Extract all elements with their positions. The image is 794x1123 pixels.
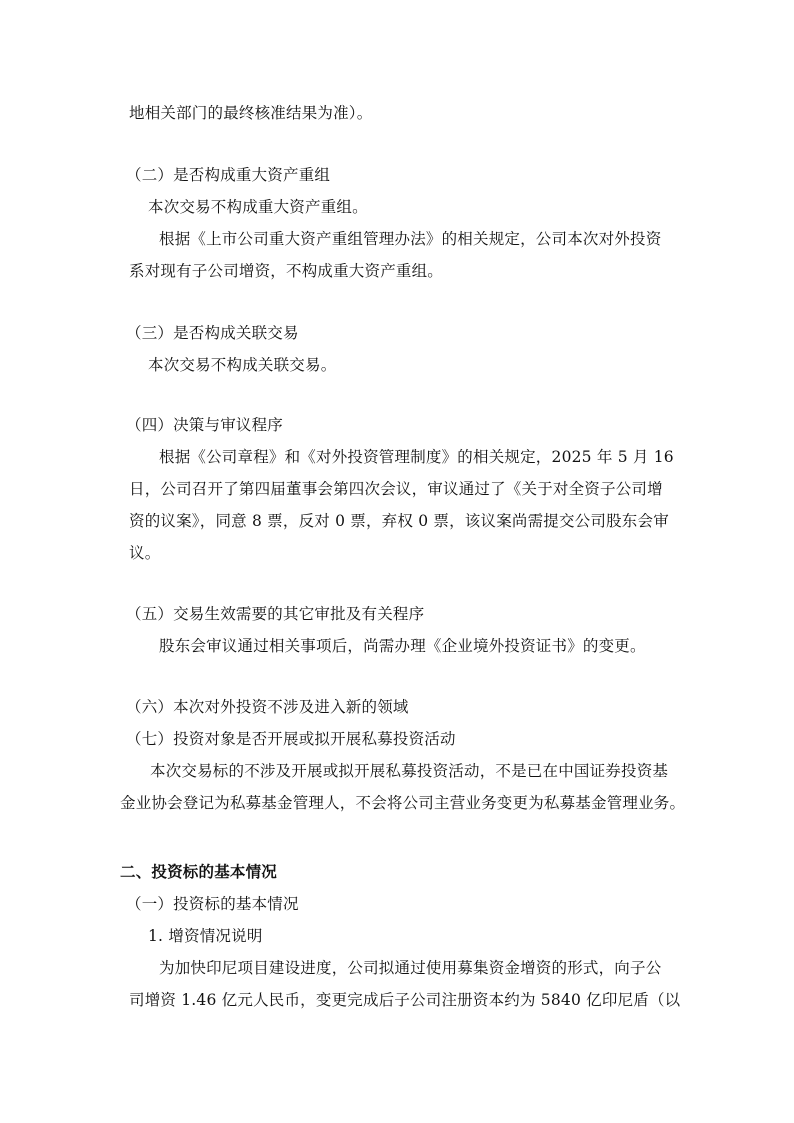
paragraph-line: 股东会审议通过相关事项后，尚需办理《企业境外投资证书》的变更。 <box>159 637 646 655</box>
paragraph-line: 地相关部门的最终核准结果为准）。 <box>129 104 373 122</box>
paragraph-line: 系对现有子公司增资，不构成重大资产重组。 <box>129 262 444 280</box>
paragraph-line: 本次交易不构成重大资产重组。 <box>148 198 368 216</box>
paragraph-line: 根据《公司章程》和《对外投资管理制度》的相关规定，2025 年 5 月 16 <box>159 448 674 466</box>
paragraph-line: 日，公司召开了第四届董事会第四次会议，审议通过了《关于对全资子公司增 <box>129 480 663 498</box>
section-heading: （六）本次对外投资不涉及进入新的领域 <box>126 698 409 716</box>
subsection-heading: 1. 增资情况说明 <box>148 927 263 945</box>
paragraph-line: 议。 <box>129 544 161 562</box>
section-heading: （五）交易生效需要的其它审批及有关程序 <box>126 605 425 623</box>
paragraph-line: 金业协会登记为私募基金管理人，不会将公司主营业务变更为私募基金管理业务。 <box>120 794 686 812</box>
paragraph-line: 本次交易不构成关联交易。 <box>148 356 337 374</box>
chapter-heading: 二、投资标的基本情况 <box>120 862 278 881</box>
section-heading: （二）是否构成重大资产重组 <box>126 166 331 184</box>
section-heading: （七）投资对象是否开展或拟开展私募投资活动 <box>126 730 456 748</box>
paragraph-line: 本次交易标的不涉及开展或拟开展私募投资活动，不是已在中国证券投资基 <box>150 762 669 780</box>
paragraph-line: 司增资 1.46 亿元人民币，变更完成后子公司注册资本约为 5840 亿印尼盾（以 <box>129 991 681 1009</box>
paragraph-line: 为加快印尼项目建设进度，公司拟通过使用募集资金增资的形式，向子公 <box>159 959 662 977</box>
paragraph-line: 资的议案》，同意 8 票，反对 0 票，弃权 0 票，该议案尚需提交公司股东会审 <box>129 512 669 530</box>
section-heading: （三）是否构成关联交易 <box>126 324 299 342</box>
paragraph-line: 根据《上市公司重大资产重组管理办法》的相关规定，公司本次对外投资 <box>159 230 662 248</box>
section-heading: （一）投资标的基本情况 <box>126 895 299 913</box>
section-heading: （四）决策与审议程序 <box>126 416 284 434</box>
